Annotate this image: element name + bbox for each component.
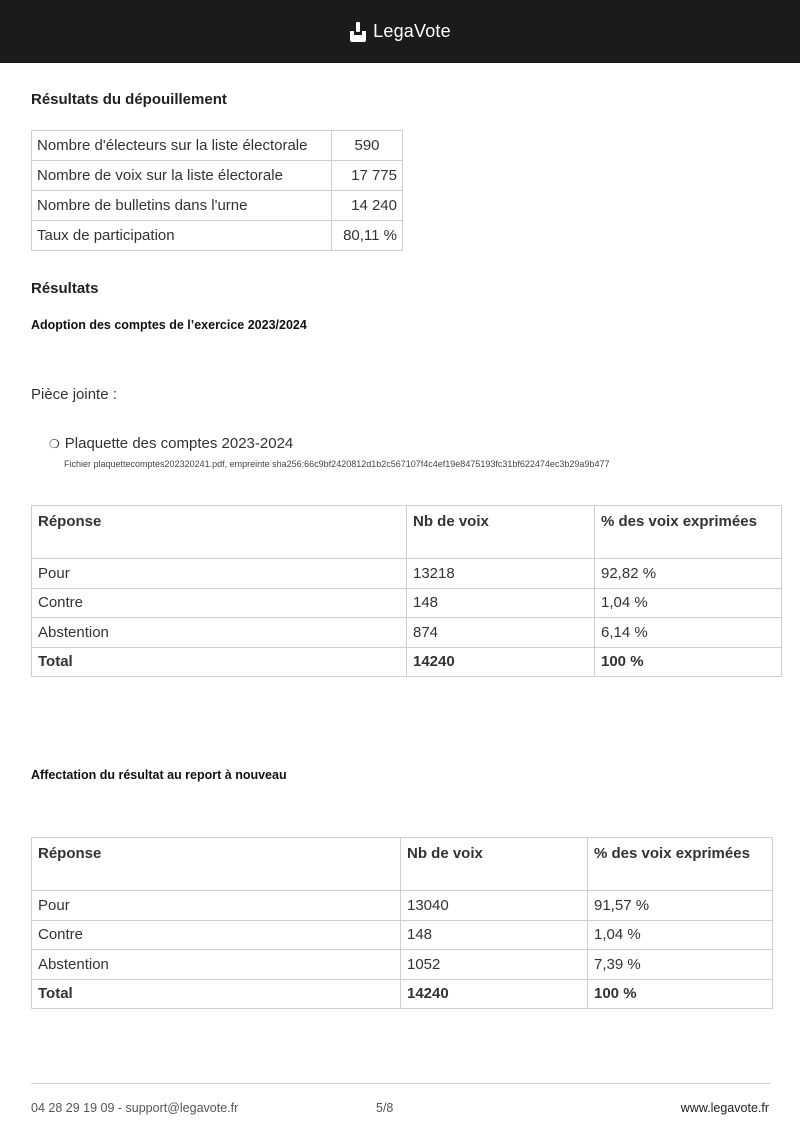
votes-cell: 148 <box>407 588 595 618</box>
legavote-logo-icon <box>349 22 367 42</box>
answer-cell: Pour <box>32 891 401 921</box>
results-table <box>31 837 773 1009</box>
table-total-row <box>32 647 782 677</box>
page-number: 5/8 <box>376 1101 394 1115</box>
percent-cell: 1,04 % <box>588 920 773 950</box>
summary-label: Nombre de bulletins dans l'urne <box>32 191 332 221</box>
resolution-title: Affectation du résultat au report à nouveau <box>31 768 287 782</box>
brand <box>349 21 451 42</box>
table-row <box>32 891 773 921</box>
table-header-row <box>32 838 773 891</box>
page-header <box>0 0 800 63</box>
resolution-title: Adoption des comptes de l’exercice 2023/2024 <box>31 318 307 332</box>
results-table <box>31 505 782 677</box>
column-header: % des voix exprimées <box>595 506 782 559</box>
table-row <box>32 588 782 618</box>
summary-label: Taux de participation <box>32 221 332 251</box>
total-label: Total <box>32 979 401 1009</box>
answer-cell: Contre <box>32 588 407 618</box>
table-row <box>32 559 782 589</box>
votes-cell: 148 <box>401 920 588 950</box>
table-row <box>32 161 403 191</box>
column-header: Nb de voix <box>401 838 588 891</box>
summary-label: Nombre d'électeurs sur la liste électorale <box>32 131 332 161</box>
attachment-item[interactable] <box>49 435 293 452</box>
circle-bullet-icon: ❍ <box>49 436 60 451</box>
percent-cell: 91,57 % <box>588 891 773 921</box>
attachment-name[interactable]: Plaquette des comptes 2023-2024 <box>64 435 294 452</box>
table-row <box>32 191 403 221</box>
column-header: % des voix exprimées <box>588 838 773 891</box>
summary-value: 590 <box>332 131 403 161</box>
column-header: Nb de voix <box>407 506 595 559</box>
percent-cell: 6,14 % <box>595 618 782 648</box>
answer-cell: Abstention <box>32 950 401 980</box>
votes-cell: 13040 <box>401 891 588 921</box>
votes-cell: 874 <box>407 618 595 648</box>
percent-cell: 1,04 % <box>595 588 782 618</box>
attachment-file-info: Fichier plaquettecomptes202320241.pdf, empreinte sha256:66c9bf2420812d1b2c567107f4c4ef19e8475193fc31bf622474ec3b29a9b477 <box>64 459 610 469</box>
brand-name: LegaVote <box>373 21 451 41</box>
table-row <box>32 618 782 648</box>
answer-cell: Pour <box>32 559 407 589</box>
answer-cell: Contre <box>32 920 401 950</box>
table-row <box>32 131 403 161</box>
percent-cell: 92,82 % <box>595 559 782 589</box>
table-total-row <box>32 979 773 1009</box>
total-votes: 14240 <box>407 647 595 677</box>
footer-contact[interactable]: 04 28 29 19 09 - support@legavote.fr <box>31 1101 239 1115</box>
table-row <box>32 221 403 251</box>
total-percent: 100 % <box>588 979 773 1009</box>
answer-cell: Abstention <box>32 618 407 648</box>
summary-value: 14 240 <box>332 191 403 221</box>
votes-cell: 13218 <box>407 559 595 589</box>
summary-table <box>31 130 403 251</box>
percent-cell: 7,39 % <box>588 950 773 980</box>
summary-value: 80,11 % <box>332 221 403 251</box>
column-header: Réponse <box>32 838 401 891</box>
total-votes: 14240 <box>401 979 588 1009</box>
votes-cell: 1052 <box>401 950 588 980</box>
summary-title: Résultats du dépouillement <box>31 91 227 108</box>
summary-label: Nombre de voix sur la liste électorale <box>32 161 332 191</box>
table-row <box>32 920 773 950</box>
summary-value: 17 775 <box>332 161 403 191</box>
footer-website-link[interactable]: www.legavote.fr <box>680 1101 769 1115</box>
results-title: Résultats <box>31 280 99 297</box>
total-label: Total <box>32 647 407 677</box>
table-row <box>32 950 773 980</box>
table-header-row <box>32 506 782 559</box>
footer-divider <box>31 1083 770 1084</box>
column-header: Réponse <box>32 506 407 559</box>
attachment-label: Pièce jointe : <box>31 386 117 403</box>
total-percent: 100 % <box>595 647 782 677</box>
